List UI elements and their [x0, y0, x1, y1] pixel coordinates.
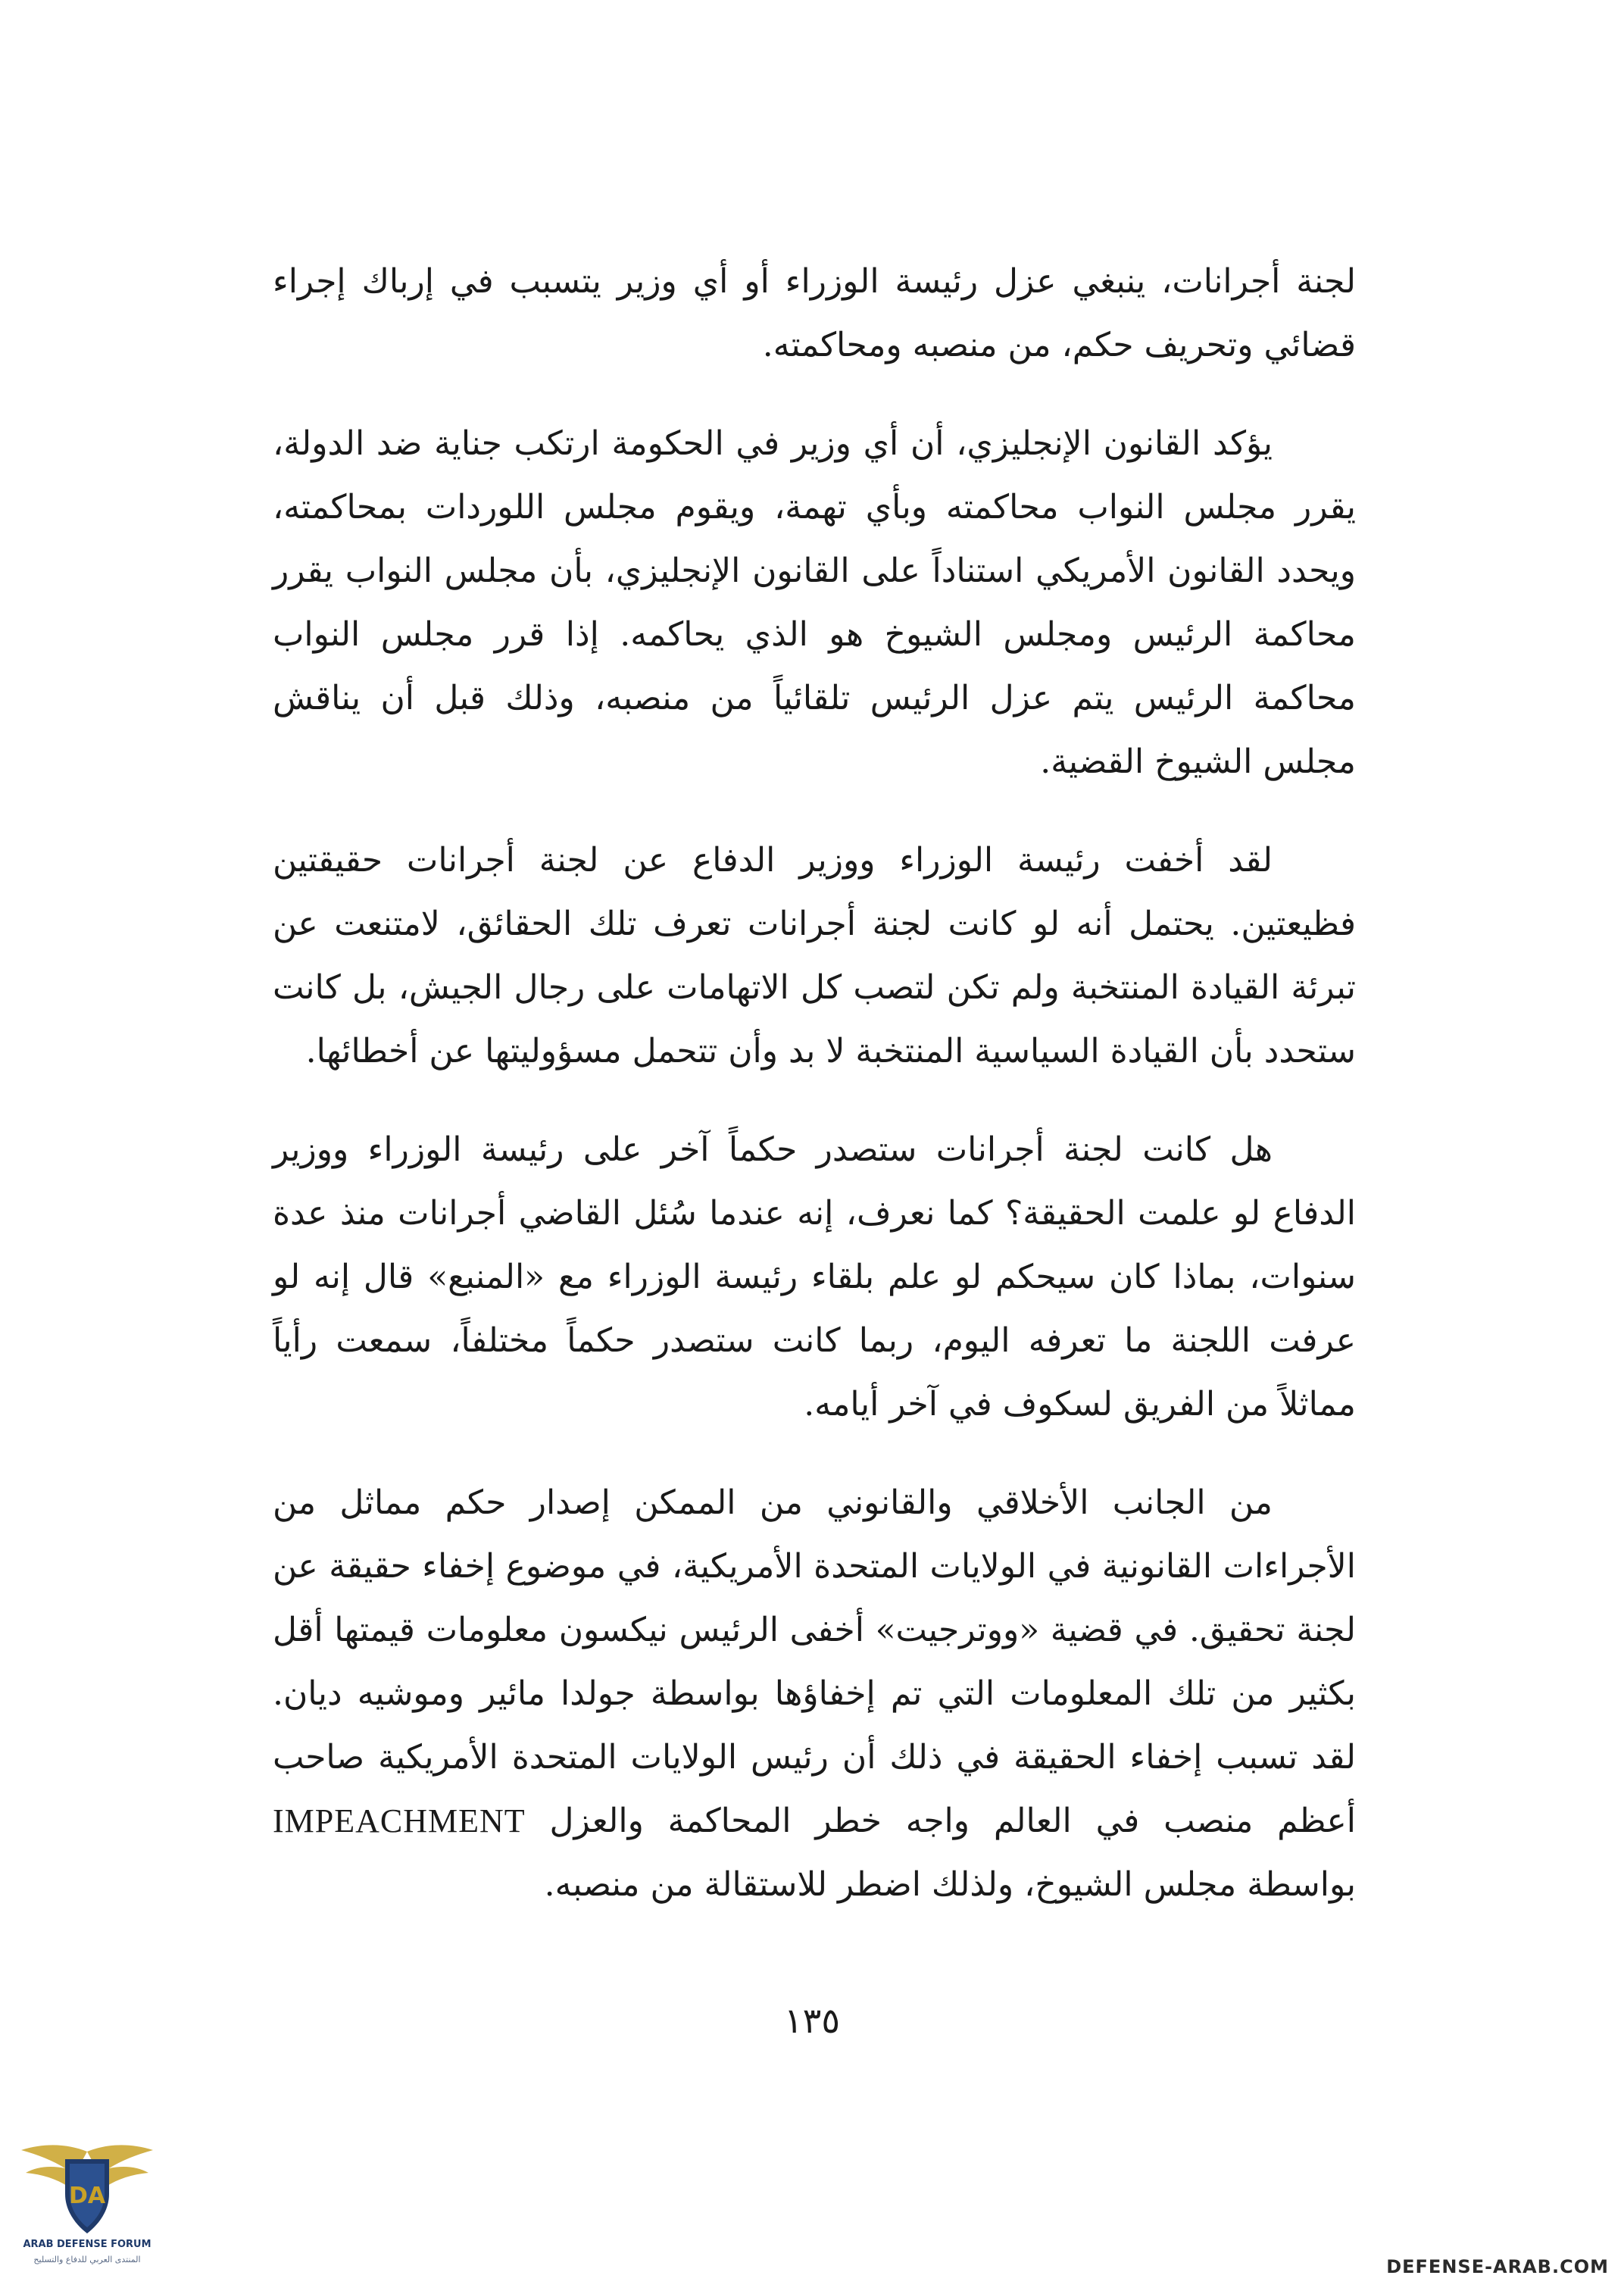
forum-watermark	[15, 2121, 159, 2280]
logo-letters: DA	[68, 2183, 106, 2209]
winged-shield-logo-icon	[15, 2121, 159, 2243]
impeachment-term: IMPEACHMENT	[273, 1802, 526, 1839]
forum-label: ARAB DEFENSE FORUM	[23, 2239, 151, 2250]
paragraph-4: هل كانت لجنة أجرانات ستصدر حكماً آخر على رئيسة الوزراء ووزير الدفاع لو علمت الحقيقة؟ كما نعرف، إنه عندما سُئل القاضي أجرانات منذ عدة سنوات، بماذا كان سيحكم لو علم بلقاء رئيسة الوزراء مع «المنبع» قال إنه لو عرفت اللجنة ما تعرفه اليوم، ربما كانت ستصدر حكماً مختلفاً، سمعت رأياً مماثلاً من الفريق لسكوف في آخر أيامه.	[273, 1130, 1356, 1424]
paragraph-1: لجنة أجرانات، ينبغي عزل رئيسة الوزراء أو أي وزير يتسبب في إرباك إجراء قضائي وتحريف حكم، من منصبه ومحاكمته.	[273, 262, 1356, 364]
site-label: DEFENSE-ARAB.COM	[1386, 2256, 1609, 2277]
paragraph-3: لقد أخفت رئيسة الوزراء ووزير الدفاع عن لجنة أجرانات حقيقتين فظيعتين. يحتمل أنه لو كانت لجنة أجرانات تعرف تلك الحقائق، لامتنعت عن تبرئة القيادة المنتخبة ولم تكن لتصب كل الاتهامات على رجال الجيش، بل كانت ستحدد بأن القيادة السياسية المنتخبة لا بد وأن تتحمل مسؤوليتها عن أخطائها.	[273, 841, 1356, 1070]
paragraph-5	[273, 1471, 1356, 1917]
page-number: ١٣٥	[783, 2000, 841, 2041]
body-text	[273, 250, 1356, 1952]
paragraph-2: يؤكد القانون الإنجليزي، أن أي وزير في الحكومة ارتكب جناية ضد الدولة، يقرر مجلس النواب محاكمته وبأي تهمة، ويقوم مجلس اللوردات بمحاكمته، ويحدد القانون الأمريكي استناداً على القانون الإنجليزي، بأن مجلس النواب يقرر محاكمة الرئيس ومجلس الشيوخ هو الذي يحاكمه. إذا قرر مجلس النواب محاكمة الرئيس يتم عزل الرئيس تلقائياً من منصبه، وذلك قبل أن يناقش مجلس الشيوخ القضية.	[273, 424, 1356, 781]
paragraph-5-part-2: بواسطة مجلس الشيوخ، ولذلك اضطر للاستقالة من منصبه.	[544, 1865, 1356, 1904]
forum-sub-label: المنتدى العربي للدفاع والتسليح	[33, 2255, 141, 2264]
paragraph-5-part-1: من الجانب الأخلاقي والقانوني من الممكن إصدار حكم مماثل من الأجراءات القانونية في الولايات المتحدة الأمريكية، في موضوع إخفاء حقيقة عن لجنة تحقيق. في قضية «ووترجيت» أخفى الرئيس نيكسون معلومات قيمتها أقل بكثير من تلك المعلومات التي تم إخفاؤها بواسطة جولدا مائير وموشيه ديان. لقد تسبب إخفاء الحقيقة في ذلك أن رئيس الولايات المتحدة الأمريكية صاحب أعظم منصب في العالم واجه خطر المحاكمة والعزل	[273, 1483, 1356, 1840]
